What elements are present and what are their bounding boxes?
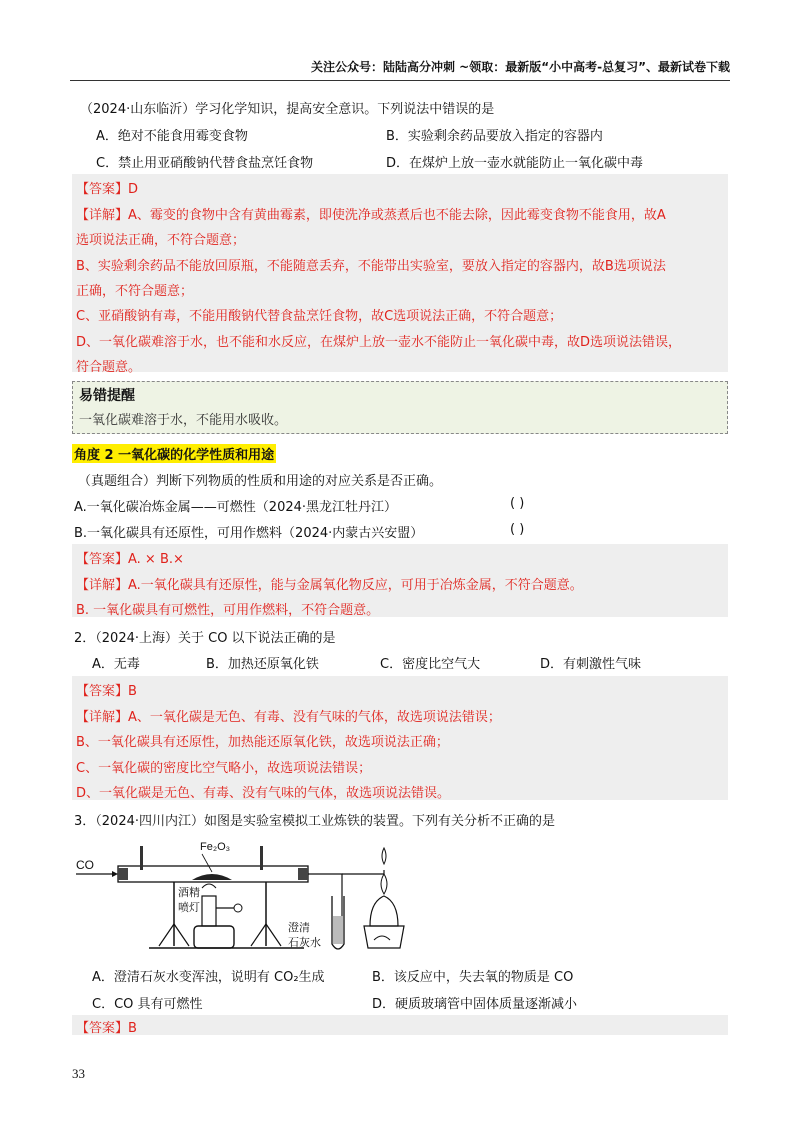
q3-option-a: A．澄清石灰水变浑浊，说明有 CO₂生成 — [92, 970, 325, 985]
q2-answer: 【答案】B — [76, 684, 137, 699]
combo-answer: 【答案】A. × B.× — [76, 552, 184, 567]
clamp-left — [140, 846, 143, 870]
q3-option-d: D．硬质玻璃管中固体质量逐渐减小 — [372, 997, 578, 1012]
limewater-label-1: 澄清 — [288, 922, 310, 934]
q1-detail-line: D、一氧化碳难溶于水，也不能和水反应，在煤炉上放一壶水不能防止一氧化碳中毒，故D选项说法错误， — [76, 335, 682, 350]
q3-answer: 【答案】B — [76, 1021, 137, 1036]
section-title: 角度 2 一氧化碳的化学性质和用途 — [72, 444, 276, 463]
co-label: CO — [76, 858, 94, 872]
q2-detail-line: D、一氧化碳是无色、有毒、没有气味的气体，故选项说法错误。 — [76, 786, 451, 801]
stopper-right — [298, 868, 308, 880]
q2-option-c: C．密度比空气大 — [380, 657, 481, 672]
lamp-body — [194, 926, 234, 948]
q1-detail-line: 符合题意。 — [76, 360, 142, 375]
alcohol-lamp — [370, 896, 398, 926]
q1-detail-line: C、亚硝酸钠有毒，不能用酸钠代替食盐烹饪食物，故C选项说法正确，不符合题意； — [76, 309, 563, 324]
lamp-label-1: 酒精 — [178, 887, 200, 899]
exhaust-flame — [382, 848, 386, 864]
q2-option-a: A．无毒 — [92, 657, 140, 672]
stopper-left — [118, 868, 128, 880]
header-rule — [70, 80, 730, 81]
lamp-stem — [202, 896, 216, 926]
lamp-label-2: 喷灯 — [178, 902, 200, 914]
limewater — [333, 916, 343, 944]
limewater-label-2: 石灰水 — [288, 937, 321, 949]
q1-option-c: C．禁止用亚硝酸钠代替食盐烹饪食物 — [96, 156, 314, 171]
q1-detail-line: 选项说法正确，不符合题意； — [76, 233, 246, 248]
ironmaking-apparatus-figure — [74, 836, 454, 961]
q3-option-b: B．该反应中，失去氧的物质是 CO — [372, 970, 574, 985]
q1-detail-line: 【详解】A、霉变的食物中含有黄曲霉素，即使洗净或蒸煮后也不能去除，因此霉变食物不能食用，故A — [76, 208, 666, 223]
combo-item-b: B.一氧化碳具有还原性，可用作燃料（2024·内蒙古兴安盟） — [74, 526, 424, 541]
q2-detail-line: C、一氧化碳的密度比空气略小，故选项说法错误； — [76, 761, 372, 776]
combo-stem: （真题组合）判断下列物质的性质和用途的对应关系是否正确。 — [78, 474, 443, 489]
q1-detail-line: B、实验剩余药品不能放回原瓶，不能随意丢弃，不能带出实验室，要放入指定的容器内，故B选项说法 — [76, 259, 666, 274]
q1-option-b: B．实验剩余药品要放入指定的容器内 — [386, 129, 603, 144]
arrow-head — [112, 871, 118, 877]
page-header: 关注公众号：陆陆高分冲刺 ~领取：最新版“小中高考-总复习”、最新试卷下载 — [311, 60, 730, 74]
tip-text: 一氧化碳难溶于水，不能用水吸收。 — [79, 413, 288, 428]
error-tip-box — [72, 381, 728, 434]
q2-detail-line: B、一氧化碳具有还原性，加热能还原氧化铁，故选项说法正确； — [76, 735, 449, 750]
combo-detail-line: 【详解】A.一氧化碳具有还原性，能与金属氧化物反应，可用于冶炼金属，不符合题意。 — [76, 578, 583, 593]
q2-option-b: B．加热还原氧化铁 — [206, 657, 319, 672]
q1-detail-line: 正确，不符合题意； — [76, 284, 194, 299]
q2-detail-line: 【详解】A、一氧化碳是无色、有毒、没有气味的气体，故选项说法错误； — [76, 710, 501, 725]
q1-option-a: A．绝对不能食用霉变食物 — [96, 129, 248, 144]
q3-stem: 3．（2024·四川内江）如图是实验室模拟工业炼铁的装置。下列有关分析不正确的是 — [74, 814, 555, 829]
lamp-flame — [381, 874, 387, 894]
combo-blank-a: ( ) — [510, 496, 525, 511]
combo-item-a: A.一氧化碳冶炼金属——可燃性（2024·黑龙江牡丹江） — [74, 500, 398, 515]
clamp-right — [260, 846, 263, 870]
q2-stem: 2．（2024·上海）关于 CO 以下说法正确的是 — [74, 631, 336, 646]
fe2o3-label: Fe₂O₃ — [200, 841, 231, 853]
fe2o3-powder — [192, 874, 232, 880]
page-number: 33 — [72, 1066, 85, 1081]
q3-option-c: C．CO 具有可燃性 — [92, 997, 203, 1012]
combo-detail-line: B. 一氧化碳具有可燃性，可用作燃料，不符合题意。 — [76, 603, 380, 618]
q3-answer-box — [72, 1015, 728, 1035]
q1-stem: （2024·山东临沂）学习化学知识，提高安全意识。下列说法中错误的是 — [80, 102, 495, 117]
q1-answer: 【答案】D — [76, 182, 139, 197]
q2-option-d: D．有刺激性气味 — [540, 657, 642, 672]
tip-title: 易错提醒 — [79, 388, 135, 404]
q1-option-d: D．在煤炉上放一壶水就能防止一氧化碳中毒 — [386, 156, 644, 171]
combo-blank-b: ( ) — [510, 522, 525, 537]
